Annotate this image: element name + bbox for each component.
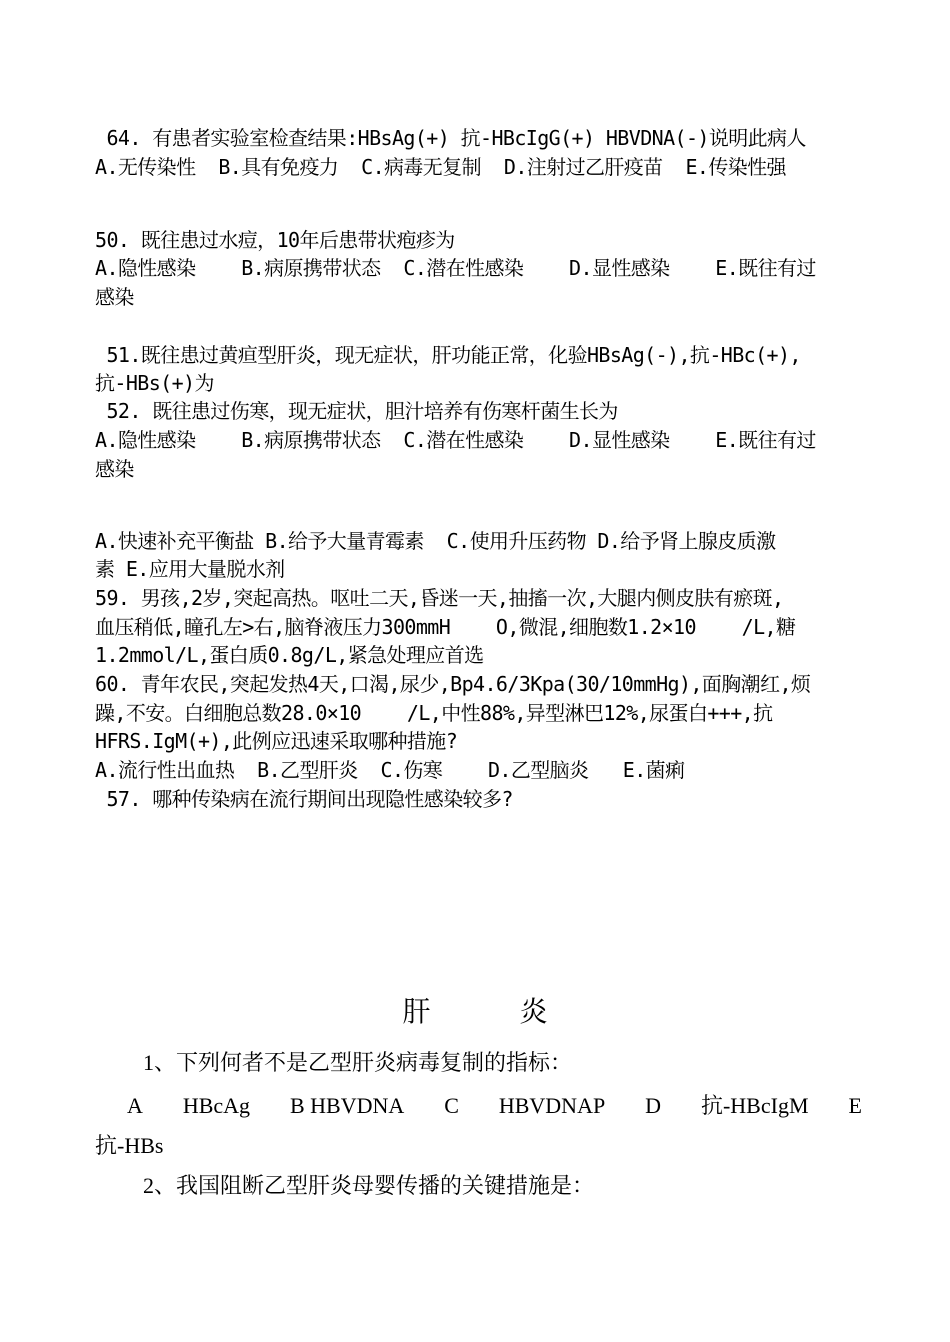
option-a-text: HBcAg [182, 1093, 251, 1118]
question-64: 64. 有患者实验室检查结果:HBsAg(+) 抗-HBcIgG(+) HBVDNA(-)说明此病人 [95, 126, 806, 150]
question-51: 51.既往患过黄疸型肝炎，现无症状，肝功能正常，化验HBsAg(-),抗-HBc(+), [95, 343, 801, 367]
treatment-options: A.快速补充平衡盐 B.给予大量青霉素 C.使用升压药物 D.给予肾上腺皮质激 [95, 529, 776, 553]
option-d-letter: D [645, 1093, 662, 1118]
question-52-options-cont: 感染 [95, 457, 134, 481]
question-51-cont: 抗-HBs(+)为 [95, 371, 214, 395]
option-e-letter: E [848, 1093, 862, 1118]
section-title: 肝 炎 [402, 995, 588, 1028]
question-59: 59. 男孩,2岁,突起高热。呕吐二天,昏迷一天,抽搐一次,大腿内侧皮肤有瘀斑, [95, 586, 784, 610]
option-e-text: 抗-HBs [95, 1133, 164, 1158]
hepatitis-question-2: 2、我国阻断乙型肝炎母婴传播的关键措施是： [143, 1173, 595, 1198]
option-d-text: 抗-HBcIgM [700, 1093, 809, 1118]
hepatitis-question-1: 1、下列何者不是乙型肝炎病毒复制的指标： [143, 1050, 573, 1075]
question-57: 57. 哪种传染病在流行期间出现隐性感染较多? [95, 787, 513, 811]
question-59-line2: 血压稍低,瞳孔左>右,脑脊液压力300mmH O,微混,细胞数1.2×10 /L,糖 [95, 615, 796, 639]
option-c-letter: C [444, 1093, 459, 1118]
question-52-options: A.隐性感染 B.病原携带状态 C.潜在性感染 D.显性感染 E.既往有过 [95, 428, 816, 452]
question-64-options: A.无传染性 B.具有免疫力 C.病毒无复制 D.注射过乙肝疫苗 E.传染性强 [95, 155, 786, 179]
question-50: 50. 既往患过水痘，10年后患带状疱疹为 [95, 228, 455, 252]
question-60: 60. 青年农民,突起发热4天,口渴,尿少,Bp4.6/3Kpa(30/10mmHg),面胸潮红,烦 [95, 672, 811, 696]
disease-options: A.流行性出血热 B.乙型肝炎 C.伤寒 D.乙型脑炎 E.菌痢 [95, 758, 685, 782]
question-60-line3: HFRS.IgM(+),此例应迅速采取哪种措施? [95, 729, 458, 753]
question-50-options: A.隐性感染 B.病原携带状态 C.潜在性感染 D.显性感染 E.既往有过 [95, 256, 816, 280]
treatment-options-cont: 素 E.应用大量脱水剂 [95, 557, 285, 581]
question-52: 52. 既往患过伤寒，现无症状，胆汁培养有伤寒杆菌生长为 [95, 399, 618, 423]
question-50-options-cont: 感染 [95, 285, 134, 309]
question-60-line2: 躁,不安。白细胞总数28.0×10 /L,中性88%,异型淋巴12%,尿蛋白+++,抗 [95, 701, 773, 725]
option-c-text: HBVDNAP [498, 1093, 606, 1118]
option-b: B HBVDNA [289, 1093, 405, 1118]
option-a-letter: A [127, 1093, 143, 1118]
hepatitis-question-1-options [127, 1092, 862, 1120]
question-59-line3: 1.2mmol/L,蛋白质0.8g/L,紧急处理应首选 [95, 643, 484, 667]
